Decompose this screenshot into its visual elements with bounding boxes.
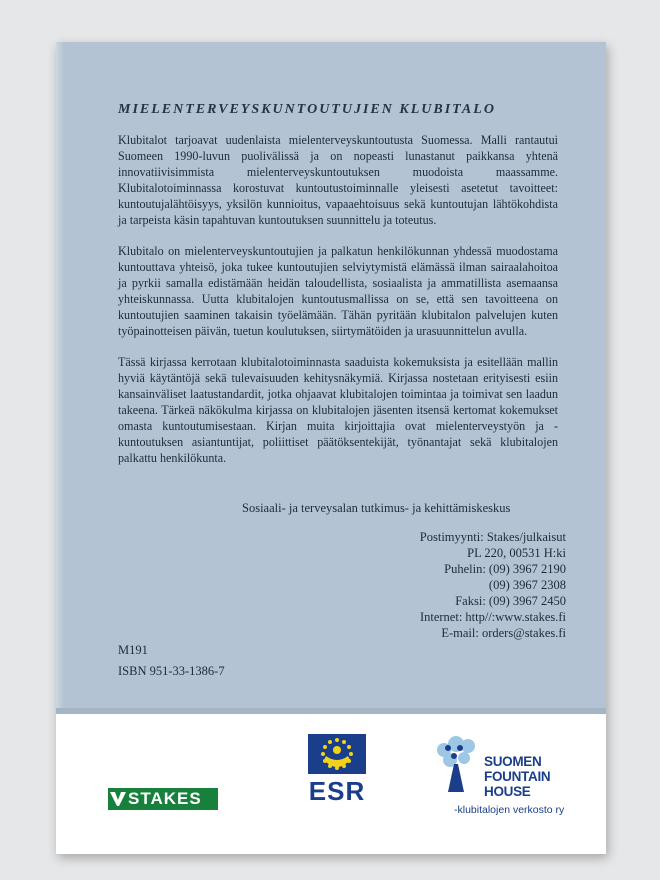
fountain-house-name <box>484 754 550 799</box>
contact-email: E-mail: orders@stakes.fi <box>441 626 566 640</box>
contact-fax: Faksi: (09) 3967 2450 <box>455 594 566 608</box>
fountain-house-name-line: FOUNTAIN <box>484 769 551 784</box>
book-back-cover <box>56 42 606 854</box>
stakes-v-icon <box>108 788 128 810</box>
contact-internet: Internet: http//:www.stakes.fi <box>419 610 566 624</box>
cover-title: MIELENTERVEYSKUNTOUTUJIEN KLUBITALO <box>118 102 496 117</box>
stakes-logo <box>108 788 218 810</box>
eu-flag-icon <box>308 734 366 774</box>
blurb-paragraph: Klubitalot tarjoavat uudenlaista mielenterveyskuntoutusta Suomessa. Malli rantautui Suomeen 1990-luvun puolivälissä ja on nopeasti lunastanut paikkansa yhtenä innovatiivisimmista mielenterveyskuntoutuksen muodoista maassamme. Klubitalotoiminnassa korostuvat kuntoutustoiminnalle yleisesti asetetut tavoitteet: kuntoutujalähtöisyys, yksilön kunnioitus, vapaaehtoisuus sekä kuntoutujan lähtökohdista ja tarpeista käsin tapahtuvan kuntoutuksen suunnittelu ja toteutus. <box>118 133 558 227</box>
isbn: ISBN 951-33-1386-7 <box>118 664 225 678</box>
esr-logo-text: ESR <box>308 776 366 806</box>
series-code: M191 <box>118 643 148 657</box>
fountain-house-name-line: HOUSE <box>484 784 531 799</box>
contact-block <box>374 529 566 641</box>
publisher-name: Sosiaali- ja terveysalan tutkimus- ja kehittämiskeskus <box>242 501 511 515</box>
blurb-paragraph: Klubitalo on mielenterveyskuntoutujien ja palkatun henkilökunnan yhdessä muodostama kuntouttava yhteisö, joka tukee kuntoutujien selviytymistä elämässä ilman sairaalahoitoa ja pyrkii samalla edistämään heidän taloudellista, sosiaalista ja ammatillista asemaansa yhteiskunnassa. Uutta klubitalojen kuntoutusmallissa on se, että sen tavoitteena on kuntoutujien saaminen takaisin työelämään. Tähän pyritään klubitalon palvelujen kuten työpainotteisen päivän, tuetun koulutuksen, siirtymätöiden ja urasuunnittelun avulla. <box>118 244 558 338</box>
fountain-house-name-line: SUOMEN <box>484 754 542 769</box>
contact-sales: Postimyynti: Stakes/julkaisut <box>419 530 566 544</box>
contact-address: PL 220, 00531 H:ki <box>467 546 566 560</box>
blurb-text <box>118 132 558 481</box>
stakes-logo-text: STAKES <box>128 789 202 808</box>
blurb-paragraph: Tässä kirjassa kerrotaan klubitalotoiminnasta saaduista kokemuksista ja esitellään mallin hyviä käytäntöjä sekä tulevaisuuden kehitysnäkymiä. Kirjassa nostetaan erityisesti esiin kansainväliset laatustandardit, jotka ohjaavat klubitalojen toimintaa ja toimivat sen laadun takeena. Tärkeä näkökulma kirjassa on klubitalojen jäsenten itsensä kertomat kokemukset omasta kuntoutumisestaan. Kirjan muita kirjoittajia ovat mielenterveystyön ja -kuntoutuksen asiantuntijat, poliittiset päätöksentekijät, työnantajat sekä klubitalojen palkattu henkilökunta. <box>118 355 558 465</box>
contact-phone-2: (09) 3967 2308 <box>488 578 566 592</box>
publication-codes <box>118 640 225 682</box>
logo-footer <box>56 714 606 854</box>
fountain-house-subtitle: -klubitalojen verkosto ry <box>454 804 565 816</box>
contact-phone: Puhelin: (09) 3967 2190 <box>444 562 566 576</box>
